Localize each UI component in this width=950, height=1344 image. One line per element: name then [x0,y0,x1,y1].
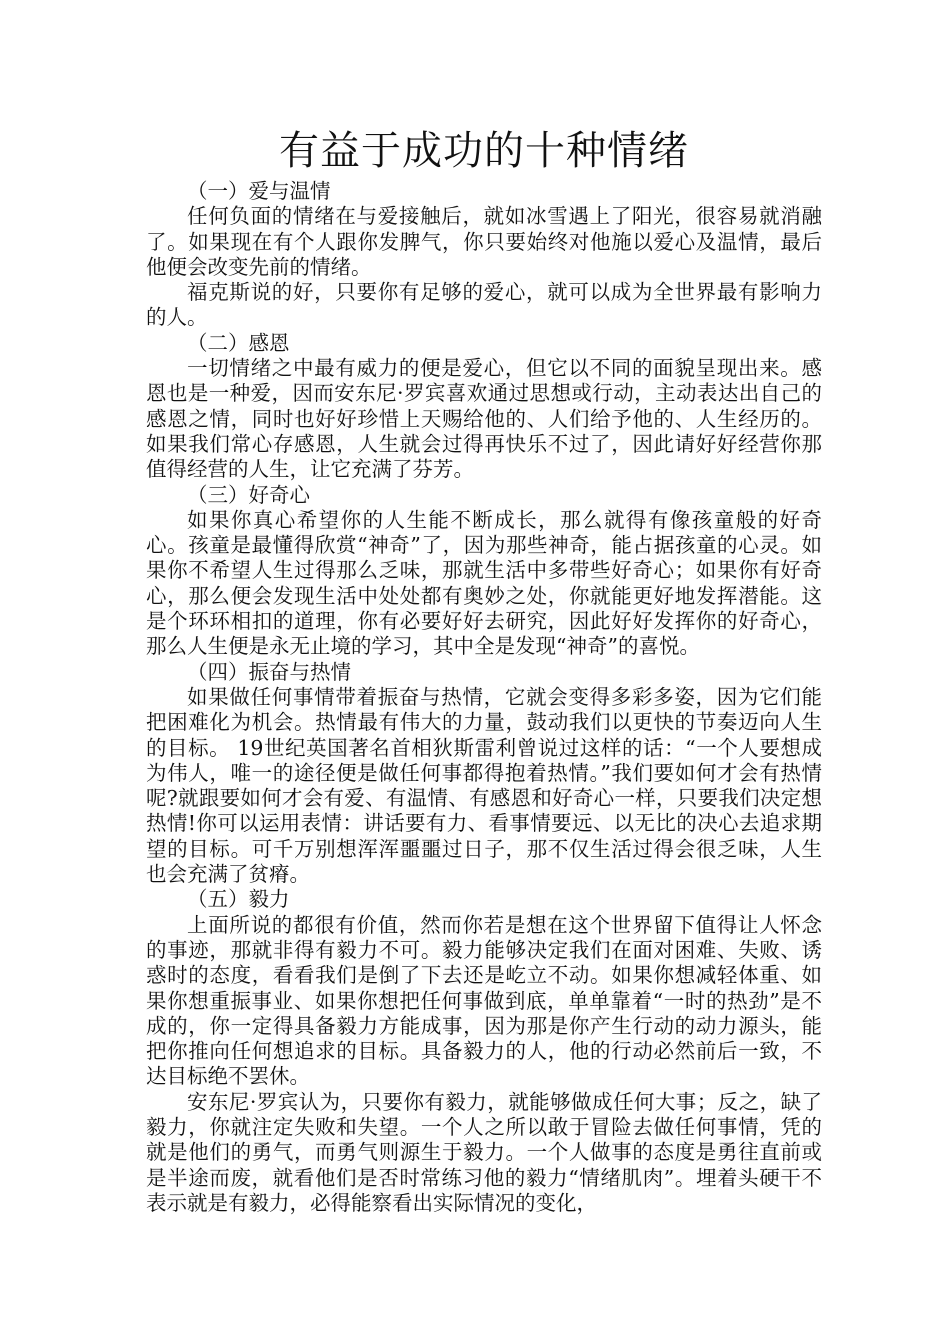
document-page [146,125,822,1216]
paragraph: 如果做任何事情带着振奋与热情，它就会变得多彩多姿，因为它们能把困难化为机会。热情最有伟大的力量，鼓动我们以更快的节奏迈向人生的目标。 19世纪英国著名首相狄斯雷利曾说过这样的话：“一个人要想成为伟人，唯一的途径便是做任何事都得抱着热情。”我们要如何才会有热情呢?就跟要如何才会有爱、有温情、有感恩和好奇心一样，只要我们决定想热情!你可以运用表情：讲话要有力、看事情要远、以无比的决心去追求期望的目标。可千万别想浑浑噩噩过日子，那不仅生活过得会很乏味，人生也会充满了贫瘠。 [146,684,822,887]
paragraph: 如果你真心希望你的人生能不断成长，那么就得有像孩童般的好奇心。孩童是最懂得欣赏“神奇”了，因为那些神奇，能占据孩童的心灵。如果你不希望人生过得那么乏味，那就生活中多带些好奇心；如果你有好奇心，那么便会发现生活中处处都有奥妙之处，你就能更好地发挥潜能。这是个环环相扣的道理，你有必要好好去研究，因此好好发挥你的好奇心，那么人生便是永无止境的学习，其中全是发现“神奇”的喜悦。 [146,507,822,659]
paragraph: 上面所说的都很有价值，然而你若是想在这个世界留下值得让人怀念的事迹，那就非得有毅力不可。毅力能够决定我们在面对困难、失败、诱惑时的态度，看看我们是倒了下去还是屹立不动。如果你想减轻体重、如果你想重振事业、如果你想把任何事做到底，单单靠着“一时的热劲”是不成的，你一定得具备毅力方能成事，因为那是你产生行动的动力源头，能把你推向任何想追求的目标。具备毅力的人，他的行动必然前后一致，不达目标绝不罢休。 [146,912,822,1089]
paragraph: 安东尼·罗宾认为，只要你有毅力，就能够做成任何大事；反之，缺了毅力，你就注定失败和失望。一个人之所以敢于冒险去做任何事情，凭的就是他们的勇气，而勇气则源生于毅力。一个人做事的态度是勇往直前或是半途而废，就看他们是否时常练习他的毅力“情绪肌肉”。埋着头硬干不表示就是有毅力，必得能察看出实际情况的变化， [146,1089,822,1215]
document-body [146,179,822,1216]
section-heading-perseverance: （五）毅力 [187,887,290,912]
section-heading-curiosity: （三）好奇心 [187,482,310,507]
paragraph: 一切情绪之中最有威力的便是爱心，但它以不同的面貌呈现出来。感恩也是一种爱，因而安东尼·罗宾喜欢通过思想或行动，主动表达出自己的感恩之情，同时也好好珍惜上天赐给他的、人们给予他的、人生经历的。如果我们常心存感恩，人生就会过得再快乐不过了，因此请好好经营你那值得经营的人生，让它充满了芬芳。 [146,356,822,482]
document-title: 有益于成功的十种情绪 [279,128,689,174]
section-heading-gratitude: （二）感恩 [187,330,290,355]
paragraph: 福克斯说的好，只要你有足够的爱心，就可以成为全世界最有影响力的人。 [146,280,822,330]
paragraph: 任何负面的情绪在与爱接触后，就如冰雪遇上了阳光，很容易就消融了。如果现在有个人跟你发脾气，你只要始终对他施以爱心及温情，最后他便会改变先前的情绪。 [146,204,822,279]
section-heading-love: （一）爱与温情 [187,179,331,203]
section-heading-enthusiasm: （四）振奋与热情 [187,659,351,684]
